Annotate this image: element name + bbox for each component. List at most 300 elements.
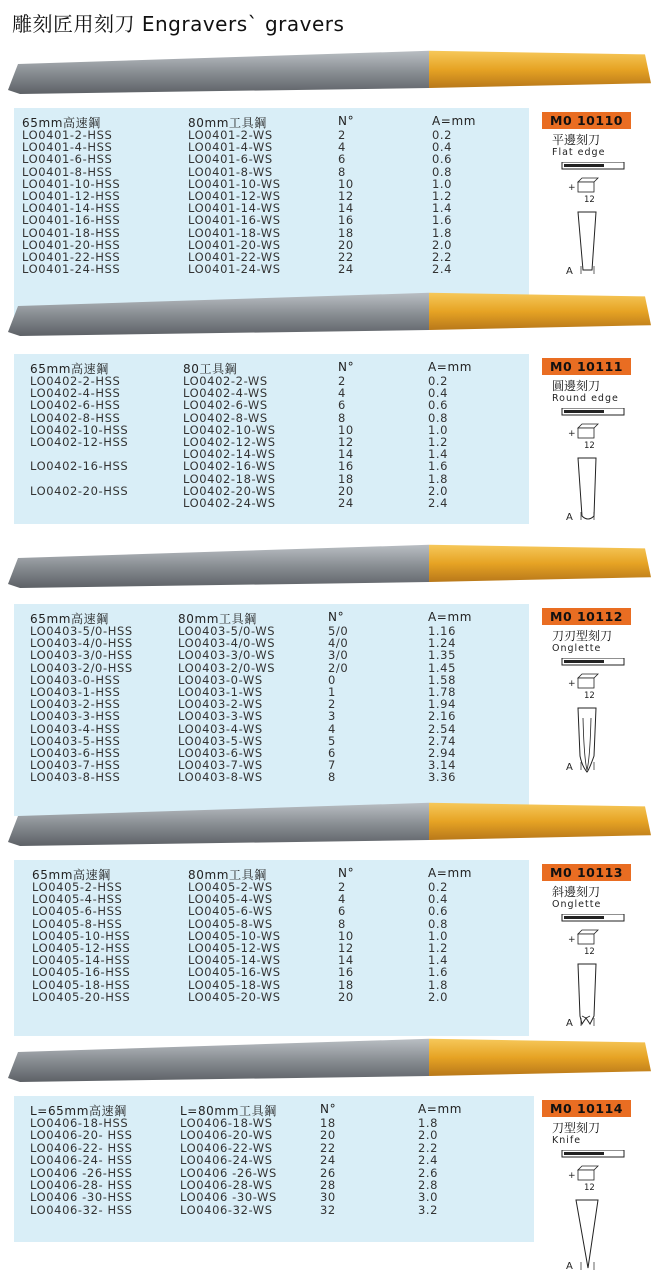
chinese-name: 斜邊刻刀 <box>552 885 601 899</box>
table-cell: LO0402-4-HSS <box>30 386 121 401</box>
table-cell: 6 <box>338 398 346 413</box>
table-cell: 1.4 <box>428 447 449 462</box>
english-name: Flat edge <box>552 147 606 158</box>
table-cell: LO0405-16-WS <box>188 965 281 980</box>
section-box-top <box>578 674 598 678</box>
table-cell: LO0405-4-HSS <box>32 892 123 907</box>
table-cell: 1.58 <box>428 672 457 687</box>
table-cell: 2.6 <box>418 1165 439 1180</box>
table-cell: LO0405-8-HSS <box>32 916 123 931</box>
table-cell: 1.35 <box>428 648 457 663</box>
table-cell: 1.8 <box>432 225 453 240</box>
table-cell: LO0401-20-WS <box>188 237 281 252</box>
tool-photo <box>0 1028 655 1092</box>
tool-photo <box>0 40 655 104</box>
column-header: A=mm <box>428 360 473 374</box>
model-badge: M0 10110 <box>542 112 631 129</box>
table-cell: 20 <box>338 237 354 252</box>
cross-section-fill <box>564 1152 604 1155</box>
graver-tool-image <box>0 534 655 594</box>
table-cell: LO0403-5-HSS <box>30 733 121 748</box>
table-cell: LO0405-6-WS <box>188 904 273 919</box>
table-cell: LO0401-4-HSS <box>22 140 113 155</box>
table-cell: 8 <box>328 770 336 785</box>
table-cell: LO0402-2-HSS <box>30 374 121 388</box>
table-cell: 10 <box>338 176 354 191</box>
table-cell: 10 <box>338 422 354 437</box>
angle-label: A <box>566 266 573 277</box>
table-cell: 2.0 <box>428 989 449 1004</box>
chinese-name: 平邊刻刀 <box>552 133 601 147</box>
section-box-top <box>578 1166 598 1170</box>
model-badge: M0 10113 <box>542 864 631 881</box>
model-badge: M0 10112 <box>542 608 631 625</box>
chinese-name: 刀型刻刀 <box>552 1121 601 1135</box>
table-cell: LO0403-7-WS <box>178 758 263 773</box>
table-cell: LO0401-24-HSS <box>22 262 121 277</box>
table-cell: LO0401-18-HSS <box>22 225 121 240</box>
table-cell: 1 <box>328 685 336 699</box>
table-cell: 2.94 <box>428 746 457 760</box>
angle-label: A <box>566 1018 573 1029</box>
column-header: 65mm高速鋼 <box>30 612 109 626</box>
table-cell: LO0403-1-WS <box>178 685 263 699</box>
table-cell: LO0401-8-WS <box>188 164 273 179</box>
column-header: N° <box>320 1102 337 1116</box>
table-cell: 2.16 <box>428 709 457 724</box>
table-cell: 1.45 <box>428 660 457 675</box>
table-cell: 2.54 <box>428 721 457 736</box>
table-cell: LO0401-2-HSS <box>22 128 113 142</box>
table-cell: 1.8 <box>428 977 449 992</box>
table-cell: 1.78 <box>428 685 457 699</box>
table-cell: 30 <box>320 1190 336 1205</box>
table-cell: 8 <box>338 164 346 179</box>
table-cell: 2.8 <box>418 1178 439 1192</box>
table-cell: LO0401-20-HSS <box>22 237 121 252</box>
column-header: 80mm工具鋼 <box>188 868 267 882</box>
table-cell: LO0401-6-HSS <box>22 152 113 167</box>
graver-profile <box>578 212 596 270</box>
table-cell: 0.4 <box>428 386 449 401</box>
table-cell: LO0406-22-WS <box>180 1140 273 1155</box>
column-header: N° <box>338 866 355 880</box>
english-name: Onglette <box>552 899 602 910</box>
table-cell: LO0401-12-HSS <box>22 189 121 203</box>
table-cell: 1.0 <box>428 928 449 943</box>
table-cell: LO0401-6-WS <box>188 152 273 167</box>
table-cell: LO0405-20-WS <box>188 989 281 1004</box>
column-header: L=80mm工具鋼 <box>180 1104 277 1118</box>
cross-section-fill <box>564 916 604 919</box>
table-cell: 4 <box>328 721 336 736</box>
table-cell: LO0406 -30-HSS <box>30 1190 133 1205</box>
width-label: 12 <box>584 195 595 205</box>
table-cell: LO0406-24-WS <box>180 1153 273 1168</box>
table-cell: LO0401-2-WS <box>188 128 273 142</box>
table-cell: 18 <box>338 977 354 992</box>
table-cell: LO0402-18-WS <box>183 471 276 486</box>
section-box-top <box>578 930 598 934</box>
table-cell: LO0405-10-WS <box>188 928 281 943</box>
table-cell: 1.24 <box>428 636 457 651</box>
table-cell: LO0403-4/0-HSS <box>30 636 133 651</box>
table-cell: 0.2 <box>432 128 453 142</box>
table-cell: 14 <box>338 447 354 462</box>
table-cell: LO0402-16-HSS <box>30 459 129 474</box>
spec-table <box>14 860 529 1036</box>
width-label: 12 <box>584 1183 595 1193</box>
table-cell: LO0402-8-HSS <box>30 410 121 425</box>
english-name: Round edge <box>552 393 619 404</box>
table-cell: 12 <box>338 435 354 449</box>
model-badge: M0 10114 <box>542 1100 631 1117</box>
table-cell: 2.0 <box>418 1128 439 1143</box>
table-cell: 4 <box>338 140 346 155</box>
graver-handle <box>429 545 651 582</box>
graver-handle <box>429 803 651 840</box>
table-cell: LO0401-12-WS <box>188 189 281 203</box>
graver-tool-image <box>0 1028 655 1088</box>
table-cell: 18 <box>338 225 354 240</box>
table-cell: LO0405-4-WS <box>188 892 273 907</box>
table-cell: LO0402-10-HSS <box>30 422 129 437</box>
table-cell: LO0403-4/0-WS <box>178 636 276 651</box>
table-cell: LO0401-8-HSS <box>22 164 113 179</box>
table-cell: LO0401-14-WS <box>188 201 281 216</box>
angle-label: A <box>566 762 573 773</box>
table-cell: LO0401-4-WS <box>188 140 273 155</box>
table-cell: 2.74 <box>428 733 457 748</box>
section-box <box>578 182 594 192</box>
table-cell: LO0405-20-HSS <box>32 989 131 1004</box>
angle-label: A <box>566 512 573 523</box>
profile-diagram-wrap <box>556 914 646 1038</box>
table-cell: 1.0 <box>432 176 453 191</box>
table-cell: LO0406-22- HSS <box>30 1140 133 1155</box>
table-cell: 12 <box>338 941 354 955</box>
column-header: 65mm高速鋼 <box>30 362 109 376</box>
table-cell: 24 <box>338 496 354 510</box>
table-cell: 22 <box>320 1140 336 1155</box>
table-cell: LO0403-3-HSS <box>30 709 121 724</box>
graver-section <box>0 282 670 534</box>
table-cell: LO0401-22-WS <box>188 250 281 264</box>
profile-diagram-wrap <box>556 1150 646 1274</box>
table-cell: 3.0 <box>418 1190 439 1205</box>
english-name: Onglette <box>552 643 602 654</box>
profile-diagram <box>556 408 646 528</box>
table-cell: LO0402-2-WS <box>183 374 268 388</box>
table-cell: 10 <box>338 928 354 943</box>
table-cell: LO0402-6-HSS <box>30 398 121 413</box>
graver-blade <box>8 51 429 94</box>
table-cell: 16 <box>338 965 354 980</box>
table-cell: LO0403-3/0-WS <box>178 648 276 663</box>
table-cell: 6 <box>328 746 336 760</box>
width-label: 12 <box>584 441 595 451</box>
table-cell: 1.6 <box>428 459 449 474</box>
table-cell: 20 <box>338 989 354 1004</box>
table-cell: LO0403-2-HSS <box>30 697 121 712</box>
spec-table <box>14 604 529 816</box>
table-cell: 24 <box>338 262 354 277</box>
table-cell: LO0401-18-WS <box>188 225 281 240</box>
table-cell: 32 <box>320 1202 336 1217</box>
angle-label: A <box>566 1261 573 1270</box>
plus-sign: + <box>568 183 576 193</box>
table-cell: 6 <box>338 152 346 167</box>
table-cell: LO0405-18-WS <box>188 977 281 992</box>
table-cell: LO0403-6-WS <box>178 746 263 760</box>
width-label: 12 <box>584 947 595 957</box>
table-cell: 26 <box>320 1165 336 1180</box>
table-cell: LO0406-28-WS <box>180 1178 273 1192</box>
table-cell: LO0403-8-WS <box>178 770 263 785</box>
table-cell: LO0403-0-WS <box>178 672 263 687</box>
table-cell: 3.36 <box>428 770 457 785</box>
table-cell: LO0405-12-WS <box>188 941 281 955</box>
table-cell: 1.16 <box>428 624 457 638</box>
graver-blade <box>8 293 429 336</box>
table-cell: 16 <box>338 459 354 474</box>
section-box-top <box>578 178 598 182</box>
table-cell: 14 <box>338 953 354 968</box>
profile-diagram-wrap <box>556 408 646 532</box>
column-header: L=65mm高速鋼 <box>30 1104 127 1118</box>
table-cell: LO0402-12-WS <box>183 435 276 449</box>
table-cell: 1.8 <box>418 1116 439 1130</box>
section-box <box>578 428 594 438</box>
cross-section-fill <box>564 410 604 413</box>
plus-sign: + <box>568 935 576 945</box>
tool-photo <box>0 792 655 856</box>
table-cell: 20 <box>320 1128 336 1143</box>
table-cell: LO0402-24-WS <box>183 496 276 510</box>
table-cell: LO0403-4-WS <box>178 721 263 736</box>
table-cell: LO0406-20- HSS <box>30 1128 133 1143</box>
table-cell: LO0406 -30-WS <box>180 1190 277 1205</box>
table-cell: 1.6 <box>432 213 453 228</box>
table-cell: LO0406-24- HSS <box>30 1153 133 1168</box>
graver-tool-image <box>0 282 655 342</box>
table-cell: 0.6 <box>428 398 449 413</box>
table-cell: 0.8 <box>428 916 449 931</box>
column-header: A=mm <box>428 866 473 880</box>
table-cell: 2.2 <box>418 1140 439 1155</box>
table-cell: 0.8 <box>428 410 449 425</box>
column-header: 80mm工具鋼 <box>178 612 257 626</box>
table-cell: LO0406-28- HSS <box>30 1178 133 1192</box>
table-cell: LO0403-2/0-HSS <box>30 660 133 675</box>
table-cell: 24 <box>320 1153 336 1168</box>
table-cell: 0.4 <box>432 140 453 155</box>
table-cell: 0.2 <box>428 374 449 388</box>
width-label: 12 <box>584 691 595 701</box>
profile-diagram <box>556 162 646 282</box>
chinese-name: 圓邊刻刀 <box>552 379 601 393</box>
table-cell: LO0401-24-WS <box>188 262 281 277</box>
table-cell: 2/0 <box>328 660 349 675</box>
profile-diagram <box>556 1150 646 1270</box>
table-cell: LO0401-14-HSS <box>22 201 121 216</box>
column-header: N° <box>338 360 355 374</box>
table-cell: LO0406-18-WS <box>180 1116 273 1130</box>
table-cell: LO0403-5/0-WS <box>178 624 276 638</box>
table-cell: 2.4 <box>432 262 453 277</box>
table-cell: LO0402-20-WS <box>183 483 276 498</box>
table-cell: 3 <box>328 709 336 724</box>
graver-blade <box>8 803 429 846</box>
graver-section <box>0 1028 670 1270</box>
table-cell: LO0403-3/0-HSS <box>30 648 133 663</box>
plus-sign: + <box>568 679 576 689</box>
table-cell: LO0405-2-WS <box>188 880 273 894</box>
table-cell: LO0402-20-HSS <box>30 483 129 498</box>
column-header: 65mm高速鋼 <box>32 868 111 882</box>
section-box <box>578 678 594 688</box>
plus-sign: + <box>568 1171 576 1181</box>
table-cell: 5/0 <box>328 624 349 638</box>
table-cell: 3.14 <box>428 758 457 773</box>
graver-section <box>0 792 670 1046</box>
table-cell: 1.4 <box>432 201 453 216</box>
column-header: A=mm <box>428 610 473 624</box>
spec-table <box>14 1096 534 1242</box>
table-cell: 2 <box>328 697 336 712</box>
column-header: 80工具鋼 <box>183 362 238 376</box>
model-badge: M0 10111 <box>542 358 631 375</box>
table-cell: 2 <box>338 128 346 142</box>
table-cell: LO0402-10-WS <box>183 422 276 437</box>
table-cell: 14 <box>338 201 354 216</box>
table-cell: LO0403-4-HSS <box>30 721 121 736</box>
graver-handle <box>429 51 651 88</box>
spec-table <box>14 354 529 524</box>
table-cell: 4 <box>338 386 346 401</box>
table-cell: 1.2 <box>432 189 453 203</box>
table-cell: 3/0 <box>328 648 349 663</box>
table-cell: LO0406-20-WS <box>180 1128 273 1143</box>
table-cell: LO0406 -26-HSS <box>30 1165 133 1180</box>
section-box-top <box>578 424 598 428</box>
graver-tool-image <box>0 792 655 852</box>
section-box <box>578 1170 594 1180</box>
table-cell: 2 <box>338 880 346 894</box>
table-cell: 6 <box>338 904 346 919</box>
profile-diagram-wrap <box>556 162 646 286</box>
graver-handle <box>429 293 651 330</box>
table-cell: 8 <box>338 410 346 425</box>
cross-section-fill <box>564 164 604 167</box>
table-cell: LO0401-10-HSS <box>22 176 121 191</box>
page-title: 雕刻匠用刻刀 Engravers` gravers <box>12 12 345 36</box>
table-cell: LO0406-18-HSS <box>30 1116 129 1130</box>
table-cell: LO0406 -26-WS <box>180 1165 277 1180</box>
tool-photo <box>0 534 655 598</box>
table-cell: LO0403-6-HSS <box>30 746 121 760</box>
column-header: A=mm <box>432 114 477 128</box>
profile-diagram <box>556 914 646 1034</box>
table-cell: 1.94 <box>428 697 457 712</box>
table-cell: 2 <box>338 374 346 388</box>
table-cell: 28 <box>320 1178 336 1192</box>
graver-blade <box>8 1039 429 1082</box>
table-cell: LO0405-8-WS <box>188 916 273 931</box>
table-cell: 0 <box>328 672 336 687</box>
graver-section <box>0 534 670 826</box>
table-cell: LO0401-16-HSS <box>22 213 121 228</box>
table-cell: 2.0 <box>432 237 453 252</box>
profile-diagram-wrap <box>556 658 646 782</box>
table-cell: 12 <box>338 189 354 203</box>
table-cell: LO0401-16-WS <box>188 213 281 228</box>
table-cell: LO0403-0-HSS <box>30 672 121 687</box>
table-cell: 1.2 <box>428 435 449 449</box>
table-cell: 1.8 <box>428 471 449 486</box>
table-cell: LO0403-2-WS <box>178 697 263 712</box>
table-cell: LO0405-18-HSS <box>32 977 131 992</box>
table-cell: LO0403-1-HSS <box>30 685 121 699</box>
table-cell: 0.4 <box>428 892 449 907</box>
table-cell: 3.2 <box>418 1202 439 1217</box>
table-cell: LO0401-10-WS <box>188 176 281 191</box>
table-cell: LO0405-14-HSS <box>32 953 131 968</box>
table-cell: 1.2 <box>428 941 449 955</box>
column-header: 65mm高速鋼 <box>22 116 101 130</box>
table-cell: LO0403-8-HSS <box>30 770 121 785</box>
table-cell: 16 <box>338 213 354 228</box>
table-cell: 22 <box>338 250 354 264</box>
table-cell: LO0402-12-HSS <box>30 435 129 449</box>
profile-diagram <box>556 658 646 778</box>
column-header: N° <box>338 114 355 128</box>
table-cell: 18 <box>338 471 354 486</box>
table-cell: 1.6 <box>428 965 449 980</box>
table-cell: 8 <box>338 916 346 931</box>
column-header: N° <box>328 610 345 624</box>
table-cell: LO0402-16-WS <box>183 459 276 474</box>
table-cell: 1.4 <box>428 953 449 968</box>
english-name: Knife <box>552 1135 582 1146</box>
table-cell: 5 <box>328 733 336 748</box>
table-cell: LO0405-6-HSS <box>32 904 123 919</box>
chinese-name: 刀刃型刻刀 <box>552 629 613 643</box>
graver-tool-image <box>0 40 655 100</box>
column-header: A=mm <box>418 1102 463 1116</box>
table-cell: LO0402-14-WS <box>183 447 276 462</box>
plus-sign: + <box>568 429 576 439</box>
table-cell: 2.4 <box>418 1153 439 1168</box>
graver-profile <box>578 964 596 1024</box>
table-cell: LO0403-5/0-HSS <box>30 624 133 638</box>
table-cell: LO0405-16-HSS <box>32 965 131 980</box>
table-cell: LO0405-2-HSS <box>32 880 123 894</box>
table-cell: LO0405-14-WS <box>188 953 281 968</box>
graver-profile <box>578 458 596 519</box>
table-cell: 4 <box>338 892 346 907</box>
table-cell: 7 <box>328 758 336 773</box>
table-cell: LO0405-12-HSS <box>32 941 131 955</box>
graver-profile <box>576 1200 598 1268</box>
table-cell: LO0406-32- HSS <box>30 1202 133 1217</box>
table-cell: 2.2 <box>432 250 453 264</box>
table-cell: LO0403-2/0-WS <box>178 660 276 675</box>
table-cell: 18 <box>320 1116 336 1130</box>
table-cell: 1.0 <box>428 422 449 437</box>
table-cell: 20 <box>338 483 354 498</box>
table-cell: 0.2 <box>428 880 449 894</box>
